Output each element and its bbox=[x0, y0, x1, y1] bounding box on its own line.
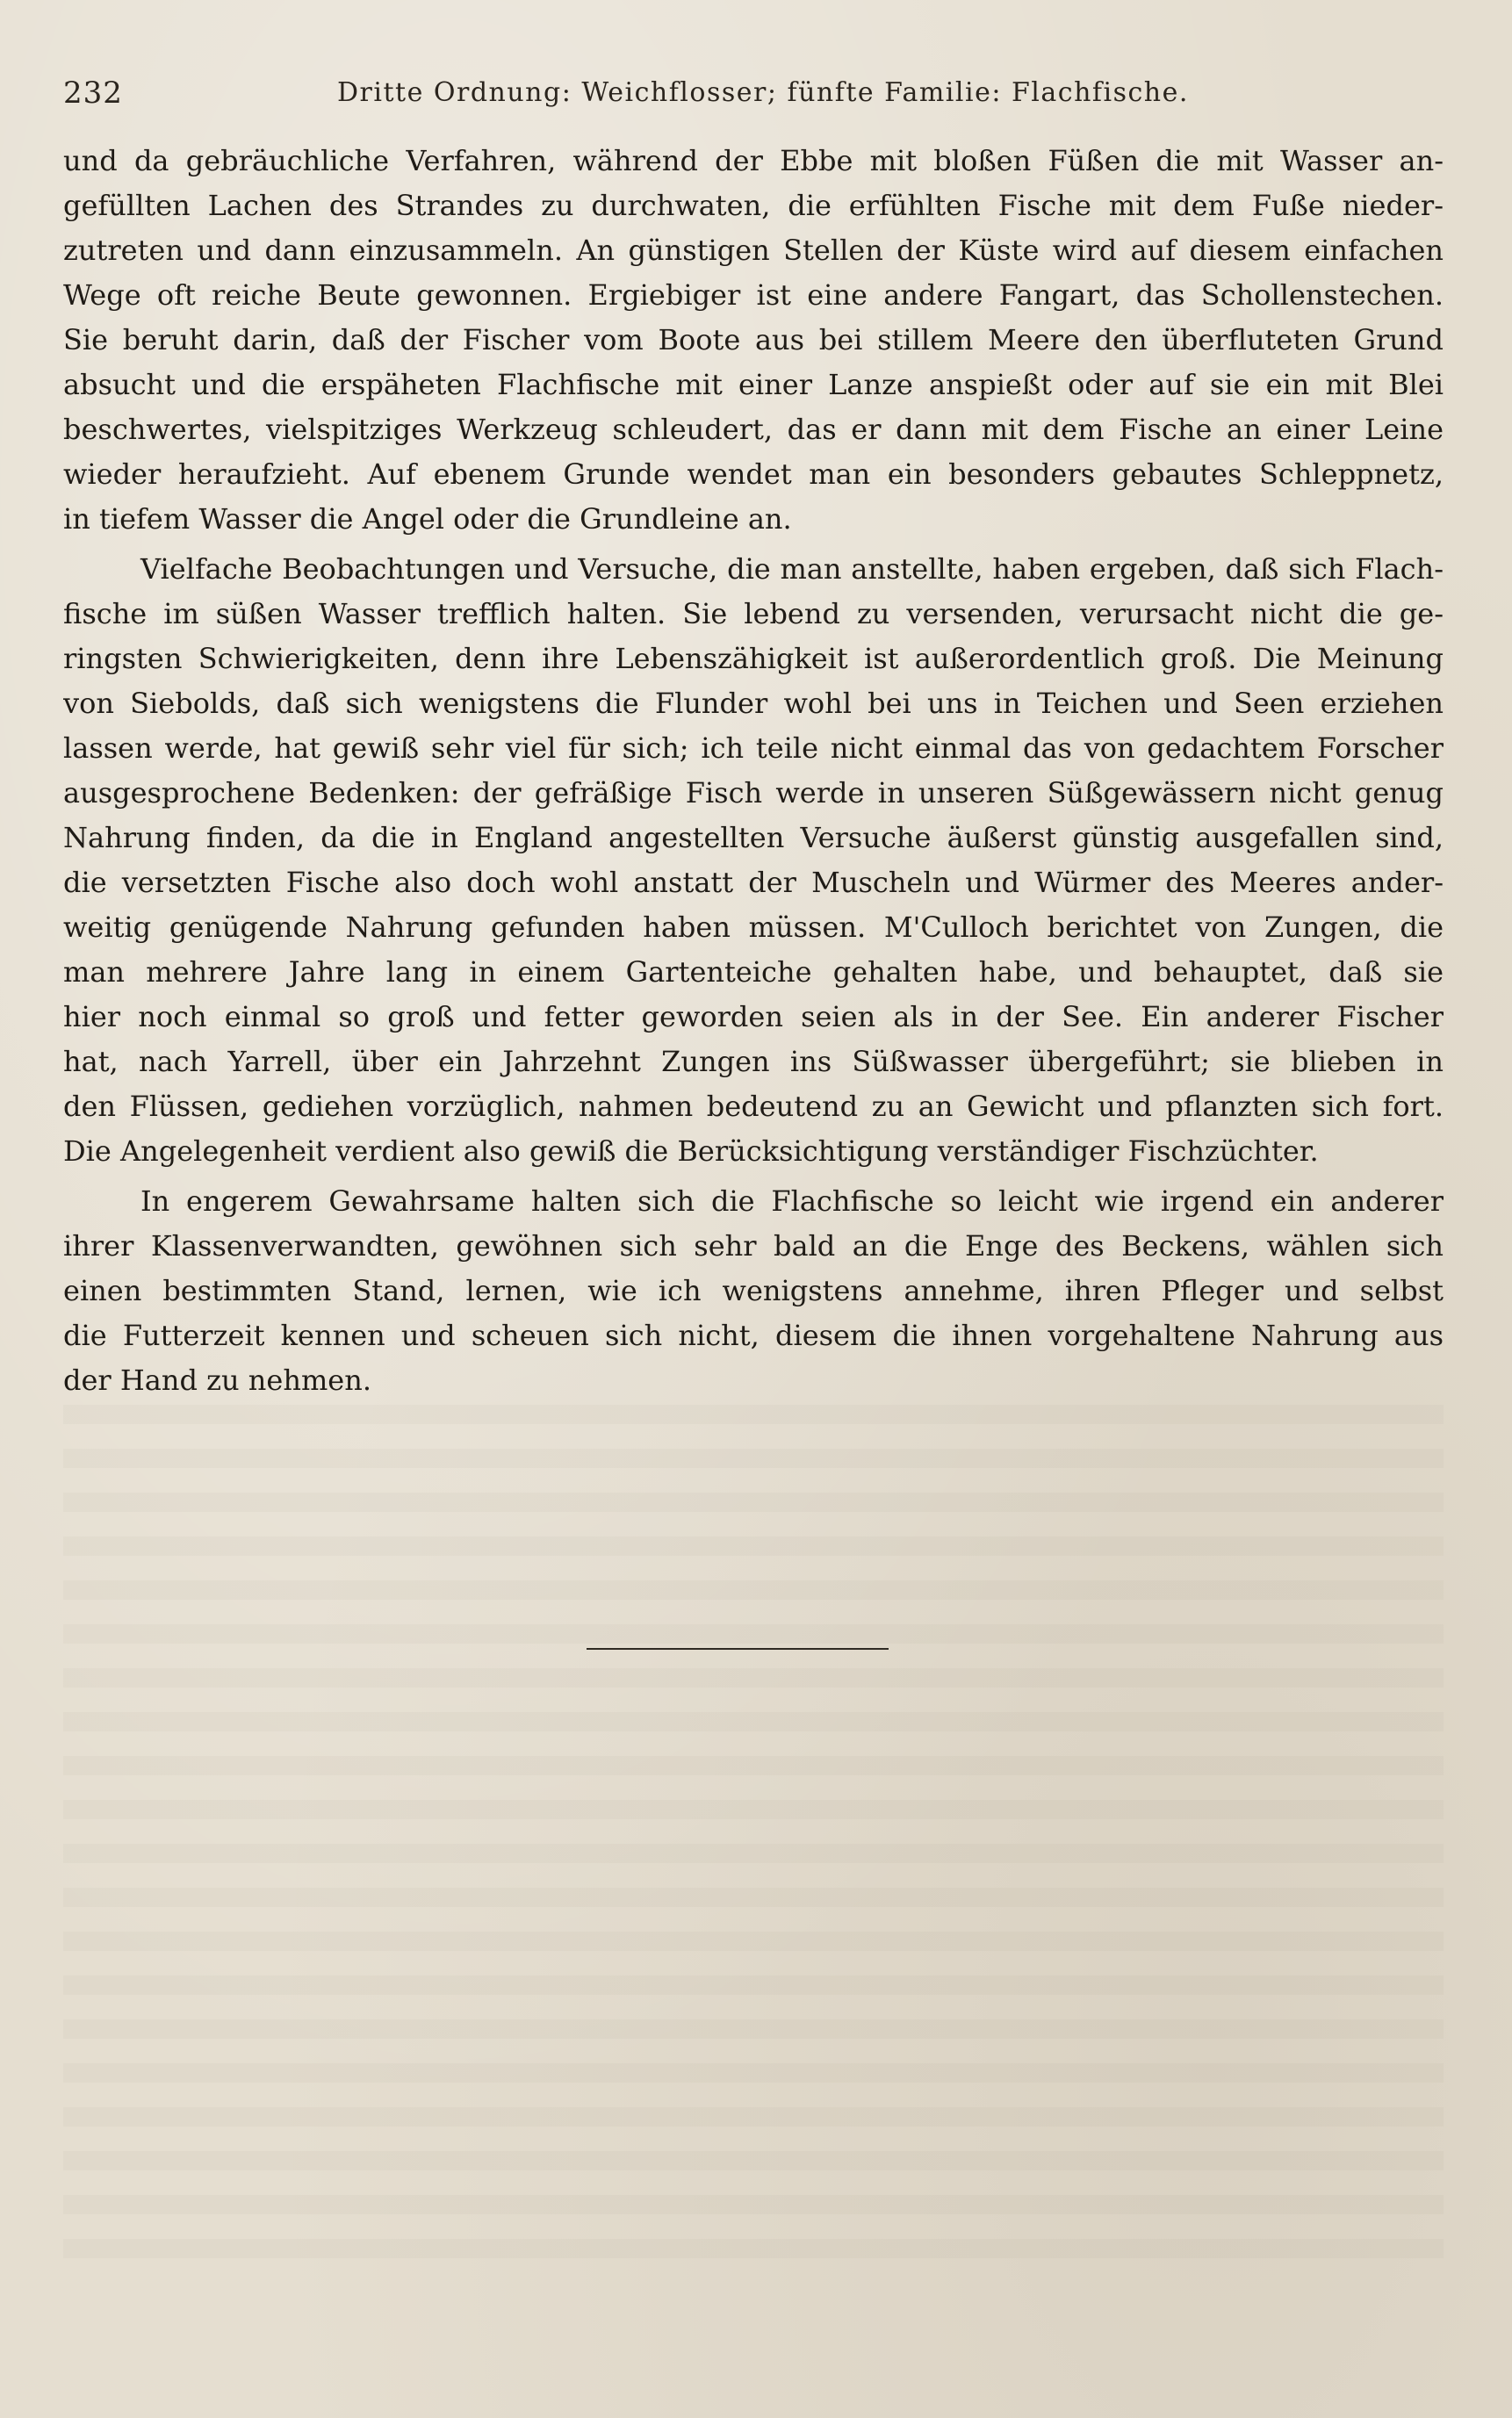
text-line: In engerem Gewahrsame halten sich die Flachfische so leicht wie irgend ein anderer bbox=[140, 1184, 1444, 1218]
text-line: ausgesprochene Bedenken: der gefräßige Fisch werde in unseren Süßgewässern nicht genug bbox=[63, 776, 1444, 810]
text-line: lassen werde, hat gewiß sehr viel für sich; ich teile nicht einmal das von gedachtem Forscher bbox=[63, 731, 1444, 765]
page-header bbox=[63, 72, 1449, 121]
text-line: die Futterzeit kennen und scheuen sich nicht, diesem die ihnen vorgehaltene Nahrung aus bbox=[63, 1319, 1444, 1352]
text-line: hat, nach Yarrell, über ein Jahrzehnt Zungen ins Süßwasser übergeführt; sie blieben in bbox=[63, 1045, 1444, 1078]
text-line: man mehrere Jahre lang in einem Gartenteiche gehalten habe, und behauptet, daß sie bbox=[63, 955, 1444, 989]
text-line: die versetzten Fische also doch wohl anstatt der Muscheln und Würmer des Meeres ander- bbox=[63, 866, 1444, 899]
section-end-rule bbox=[587, 1648, 889, 1650]
text-line: wieder heraufzieht. Auf ebenem Grunde wendet man ein besonders gebautes Schleppnetz, bbox=[63, 457, 1444, 491]
text-line: Nahrung finden, da die in England angestellten Versuche äußerst günstig ausgefallen sind, bbox=[63, 821, 1444, 854]
text-line: gefüllten Lachen des Strandes zu durchwaten, die erfühlten Fische mit dem Fuße nieder- bbox=[63, 189, 1444, 222]
text-line: in tiefem Wasser die Angel oder die Grundleine an. bbox=[63, 502, 792, 536]
text-line: Sie beruht darin, daß der Fischer vom Boote aus bei stillem Meere den überfluteten Grund bbox=[63, 323, 1444, 356]
show-through-text bbox=[63, 1405, 1444, 2283]
text-line: und da gebräuchliche Verfahren, während der Ebbe mit bloßen Füßen die mit Wasser an- bbox=[63, 144, 1444, 177]
text-line: ihrer Klassenverwandten, gewöhnen sich sehr bald an die Enge des Beckens, wählen sich bbox=[63, 1229, 1444, 1263]
text-line: hier noch einmal so groß und fetter geworden seien als in der See. Ein anderer Fischer bbox=[63, 1000, 1444, 1033]
text-line: einen bestimmten Stand, lernen, wie ich wenigstens annehme, ihren Pfleger und selbst bbox=[63, 1274, 1444, 1307]
paragraph-3 bbox=[63, 1179, 1444, 1403]
body-text bbox=[63, 139, 1444, 1403]
text-line: zutreten und dann einzusammeln. An günstigen Stellen der Küste wird auf diesem einfachen bbox=[63, 234, 1444, 267]
text-line: der Hand zu nehmen. bbox=[63, 1364, 371, 1397]
text-line: absucht und die erspäheten Flachfische mit einer Lanze anspießt oder auf sie ein mit Blei bbox=[63, 368, 1444, 401]
text-line: Die Angelegenheit verdient also gewiß die Berücksichtigung verständiger Fischzüchter. bbox=[63, 1134, 1319, 1168]
text-line: beschwertes, vielspitziges Werkzeug schleudert, das er dann mit dem Fische an einer Leine bbox=[63, 413, 1444, 446]
text-line: weitig genügende Nahrung gefunden haben müssen. M'Culloch berichtet von Zungen, die bbox=[63, 910, 1444, 944]
text-line: ringsten Schwierigkeiten, denn ihre Lebenszähigkeit ist außerordentlich groß. Die Meinung bbox=[63, 642, 1444, 675]
page-number: 232 bbox=[63, 76, 123, 111]
text-line: von Siebolds, daß sich wenigstens die Flunder wohl bei uns in Teichen und Seen erziehen bbox=[63, 687, 1444, 720]
text-line: fische im süßen Wasser trefflich halten. Sie lebend zu versenden, verursacht nicht die ge- bbox=[63, 597, 1444, 630]
running-head: Dritte Ordnung: Weichflosser; fünfte Familie: Flachfische. bbox=[337, 77, 1189, 108]
paragraph-1 bbox=[63, 139, 1444, 542]
text-line: den Flüssen, gediehen vorzüglich, nahmen bedeutend zu an Gewicht und pflanzten sich fort. bbox=[63, 1090, 1444, 1123]
paragraph-2 bbox=[63, 547, 1444, 1174]
text-line: Vielfache Beobachtungen und Versuche, die man anstellte, haben ergeben, daß sich Flach- bbox=[140, 552, 1444, 586]
text-line: Wege oft reiche Beute gewonnen. Ergiebiger ist eine andere Fangart, das Schollenstechen. bbox=[63, 278, 1444, 312]
